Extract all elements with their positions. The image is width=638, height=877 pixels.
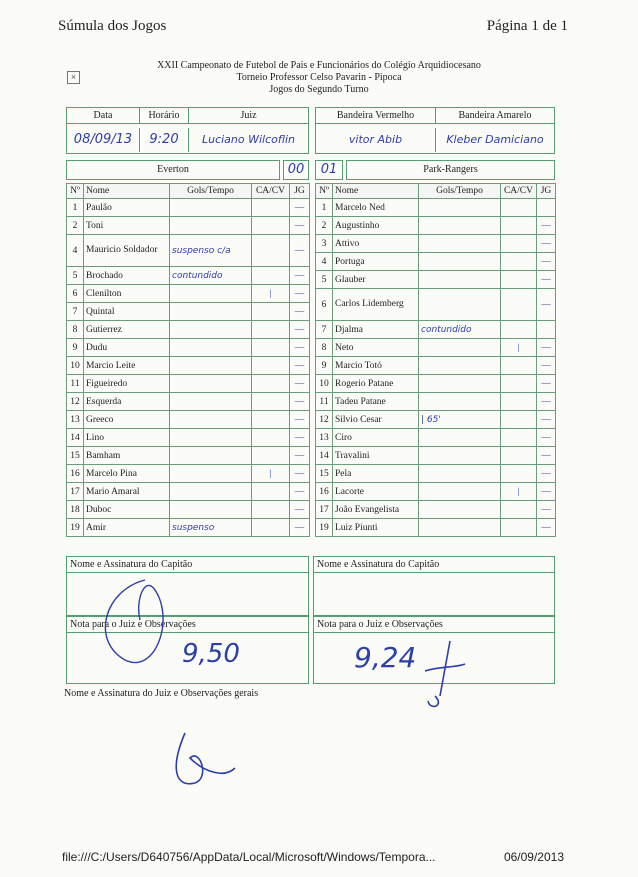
player-name: Rogerio Patane — [333, 375, 419, 393]
player-name: Pela — [333, 465, 419, 483]
player-card — [252, 199, 290, 217]
player-played: — — [537, 375, 556, 393]
referee-label: Juiz — [189, 108, 308, 124]
player-number: 17 — [67, 483, 84, 501]
player-number: 14 — [67, 429, 84, 447]
player-number: 4 — [316, 253, 333, 271]
player-card — [252, 339, 290, 357]
player-name: Attivo — [333, 235, 419, 253]
col-num: Nº — [316, 184, 333, 199]
player-goals-note — [419, 465, 501, 483]
player-card — [501, 429, 537, 447]
player-name: Djalma — [333, 321, 419, 339]
player-name: Glauber — [333, 271, 419, 289]
player-name: Brochado — [84, 267, 170, 285]
player-goals-note: | 65' — [419, 411, 501, 429]
col-goals: Gols/Tempo — [419, 184, 501, 199]
player-number: 1 — [316, 199, 333, 217]
player-played: — — [290, 375, 310, 393]
player-played: — — [537, 393, 556, 411]
player-goals-note — [170, 483, 252, 501]
player-name: Neto — [333, 339, 419, 357]
player-name: Marcelo Pina — [84, 465, 170, 483]
col-name: Nome — [84, 184, 170, 199]
player-goals-note — [419, 375, 501, 393]
close-icon[interactable]: × — [67, 71, 80, 84]
player-goals-note — [419, 253, 501, 271]
table-row — [316, 447, 556, 465]
player-number: 7 — [316, 321, 333, 339]
player-card — [501, 447, 537, 465]
table-row — [67, 483, 310, 501]
player-card — [501, 271, 537, 289]
player-number: 16 — [316, 483, 333, 501]
table-row — [67, 357, 310, 375]
player-name: Ciro — [333, 429, 419, 447]
player-card — [252, 429, 290, 447]
match-info-right — [315, 107, 555, 154]
player-card — [252, 321, 290, 339]
table-row — [67, 393, 310, 411]
col-num: Nº — [67, 184, 84, 199]
player-number: 5 — [67, 267, 84, 285]
away-team-name: Park-Rangers — [346, 160, 555, 180]
player-played: — — [537, 253, 556, 271]
col-played: JG — [290, 184, 310, 199]
player-card — [501, 465, 537, 483]
grade-right: 9,24 — [354, 641, 417, 674]
player-played: — — [537, 429, 556, 447]
table-row — [316, 429, 556, 447]
player-name: Gutierrez — [84, 321, 170, 339]
captain-label-left: Nome e Assinatura do Capitão — [67, 557, 308, 573]
grade-left: 9,50 — [182, 639, 240, 669]
player-name: Portuga — [333, 253, 419, 271]
table-row — [67, 411, 310, 429]
home-score: 00 — [283, 160, 309, 180]
player-number: 15 — [67, 447, 84, 465]
player-played: — — [290, 357, 310, 375]
match-info-left — [66, 107, 309, 154]
player-number: 11 — [316, 393, 333, 411]
player-name: Quintal — [84, 303, 170, 321]
captain-signature-scribble — [85, 560, 205, 680]
player-name: Toni — [84, 217, 170, 235]
player-goals-note — [419, 235, 501, 253]
player-card — [252, 375, 290, 393]
player-number: 19 — [316, 519, 333, 537]
table-row — [67, 465, 310, 483]
player-card — [501, 235, 537, 253]
player-card — [252, 447, 290, 465]
player-goals-note — [419, 199, 501, 217]
player-goals-note — [419, 271, 501, 289]
player-card — [252, 501, 290, 519]
player-played — [537, 199, 556, 217]
player-number: 16 — [67, 465, 84, 483]
player-goals-note — [419, 289, 501, 321]
table-row — [316, 253, 556, 271]
player-played: — — [537, 271, 556, 289]
col-cards: CA/CV — [252, 184, 290, 199]
referee-signature-label: Nome e Assinatura do Juiz e Observações gerais — [64, 688, 259, 699]
player-played: — — [290, 339, 310, 357]
player-played: — — [537, 501, 556, 519]
player-name: Tadeu Patane — [333, 393, 419, 411]
player-goals-note — [419, 339, 501, 357]
player-name: Esquerda — [84, 393, 170, 411]
player-goals-note — [419, 429, 501, 447]
player-goals-note: suspenso c/a — [170, 235, 252, 267]
player-number: 19 — [67, 519, 84, 537]
player-card — [252, 217, 290, 235]
player-card — [501, 375, 537, 393]
player-card — [252, 393, 290, 411]
player-goals-note: contundido — [419, 321, 501, 339]
yellow-flag-label: Bandeira Amarelo — [436, 108, 554, 124]
player-goals-note — [170, 199, 252, 217]
player-played: — — [290, 267, 310, 285]
table-row — [316, 501, 556, 519]
player-played: — — [290, 199, 310, 217]
player-number: 15 — [316, 465, 333, 483]
table-row — [67, 501, 310, 519]
player-number: 17 — [316, 501, 333, 519]
player-played: — — [537, 235, 556, 253]
table-row — [67, 267, 310, 285]
time-label: Horário — [140, 108, 189, 124]
player-played: — — [537, 339, 556, 357]
player-card: | — [501, 339, 537, 357]
table-row — [316, 271, 556, 289]
table-row — [67, 429, 310, 447]
player-name: Luiz Piunti — [333, 519, 419, 537]
player-name: Marcelo Ned — [333, 199, 419, 217]
yellow-flag-value: Kleber Damiciano — [446, 133, 544, 146]
table-row — [316, 357, 556, 375]
player-name: Bamham — [84, 447, 170, 465]
player-goals-note — [170, 411, 252, 429]
player-goals-note — [170, 357, 252, 375]
player-name: João Evangelista — [333, 501, 419, 519]
player-goals-note — [419, 217, 501, 235]
table-row — [67, 217, 310, 235]
player-number: 7 — [67, 303, 84, 321]
player-name: Mauricio Soldador — [84, 235, 170, 267]
player-number: 13 — [67, 411, 84, 429]
player-goals-note — [419, 447, 501, 465]
player-name: Greeco — [84, 411, 170, 429]
player-number: 6 — [67, 285, 84, 303]
player-number: 10 — [316, 375, 333, 393]
col-played: JG — [537, 184, 556, 199]
player-goals-note — [419, 519, 501, 537]
player-goals-note — [170, 339, 252, 357]
player-goals-note — [419, 357, 501, 375]
player-goals-note — [170, 375, 252, 393]
referee-value: Luciano Wilcoflin — [201, 133, 296, 146]
away-score: 01 — [315, 160, 343, 180]
player-played: — — [290, 285, 310, 303]
player-played — [537, 321, 556, 339]
player-number: 9 — [316, 357, 333, 375]
player-goals-note — [170, 447, 252, 465]
player-goals-note — [419, 501, 501, 519]
player-name: Dudu — [84, 339, 170, 357]
table-row — [316, 321, 556, 339]
player-number: 12 — [67, 393, 84, 411]
player-name: Lacorte — [333, 483, 419, 501]
player-name: Figueiredo — [84, 375, 170, 393]
player-goals-note — [170, 429, 252, 447]
player-played: — — [290, 321, 310, 339]
player-number: 2 — [67, 217, 84, 235]
player-played: — — [290, 465, 310, 483]
note-label-left: Nota para o Juiz e Observações — [67, 617, 308, 633]
captain-signature-scribble-right — [410, 636, 470, 716]
player-played: — — [290, 411, 310, 429]
player-played: — — [290, 501, 310, 519]
table-row — [67, 519, 310, 537]
player-card — [501, 501, 537, 519]
player-name: Mario Amaral — [84, 483, 170, 501]
player-name: Marcio Leite — [84, 357, 170, 375]
player-name: Duboc — [84, 501, 170, 519]
player-card: | — [252, 285, 290, 303]
page-indicator: Página 1 de 1 — [486, 18, 568, 34]
player-played: — — [537, 519, 556, 537]
home-roster-table — [66, 183, 310, 537]
player-played: — — [290, 519, 310, 537]
table-row — [67, 285, 310, 303]
player-played: — — [537, 447, 556, 465]
player-played: — — [537, 217, 556, 235]
player-name: Clenilton — [84, 285, 170, 303]
table-row — [67, 199, 310, 217]
player-number: 3 — [316, 235, 333, 253]
table-row — [316, 375, 556, 393]
player-number: 5 — [316, 271, 333, 289]
player-played: — — [537, 483, 556, 501]
player-played: — — [290, 393, 310, 411]
table-row — [316, 465, 556, 483]
event-line-3: Jogos do Segundo Turno — [269, 84, 369, 95]
player-goals-note — [419, 393, 501, 411]
player-number: 14 — [316, 447, 333, 465]
away-roster-table — [315, 183, 556, 537]
event-titles — [0, 60, 638, 96]
table-row — [316, 235, 556, 253]
player-goals-note: suspenso — [170, 519, 252, 537]
player-goals-note — [170, 217, 252, 235]
document-title: Súmula dos Jogos — [58, 18, 167, 34]
captain-label-right: Nome e Assinatura do Capitão — [314, 557, 554, 573]
player-card — [252, 483, 290, 501]
player-goals-note — [170, 303, 252, 321]
player-goals-note — [170, 501, 252, 519]
player-played: — — [537, 411, 556, 429]
player-played: — — [290, 303, 310, 321]
date-value: 08/09/13 — [67, 128, 140, 152]
player-played: — — [290, 235, 310, 267]
player-number: 8 — [67, 321, 84, 339]
event-line-1: XXII Campeonato de Futebol de Pais e Funcionários do Colégio Arquidiocesano — [157, 60, 481, 71]
table-row — [67, 303, 310, 321]
player-goals-note — [170, 321, 252, 339]
table-row — [316, 393, 556, 411]
player-card: | — [252, 465, 290, 483]
home-roster-body — [67, 199, 310, 537]
player-played: — — [537, 465, 556, 483]
player-played: — — [290, 429, 310, 447]
player-card — [252, 519, 290, 537]
player-played: — — [290, 483, 310, 501]
player-card — [501, 321, 537, 339]
date-label: Data — [67, 108, 140, 124]
referee-signature-scribble — [165, 728, 245, 798]
player-goals-note — [170, 285, 252, 303]
player-card — [501, 289, 537, 321]
player-name: Paulão — [84, 199, 170, 217]
table-row — [67, 321, 310, 339]
table-row — [316, 289, 556, 321]
print-date: 06/09/2013 — [503, 850, 564, 864]
file-path: file:///C:/Users/D640756/AppData/Local/Microsoft/Windows/Tempora... — [62, 850, 436, 864]
player-goals-note: contundido — [170, 267, 252, 285]
table-row — [316, 483, 556, 501]
player-card: | — [501, 483, 537, 501]
table-row — [316, 411, 556, 429]
table-row — [67, 375, 310, 393]
player-name: Carlos Lidemberg — [333, 289, 419, 321]
home-team-name: Everton — [66, 160, 280, 180]
player-name: Augustinho — [333, 217, 419, 235]
player-played: — — [537, 289, 556, 321]
player-played: — — [537, 357, 556, 375]
player-number: 10 — [67, 357, 84, 375]
player-number: 12 — [316, 411, 333, 429]
player-card — [501, 393, 537, 411]
table-row — [67, 235, 310, 267]
red-flag-label: Bandeira Vermelho — [316, 108, 436, 124]
player-played: — — [290, 217, 310, 235]
player-number: 13 — [316, 429, 333, 447]
player-number: 4 — [67, 235, 84, 267]
player-number: 9 — [67, 339, 84, 357]
player-card — [252, 411, 290, 429]
col-cards: CA/CV — [501, 184, 537, 199]
captain-box-right — [313, 556, 555, 616]
player-name: Silvio Cesar — [333, 411, 419, 429]
player-played: — — [290, 447, 310, 465]
player-card — [501, 519, 537, 537]
note-label-right: Nota para o Juiz e Observações — [314, 617, 554, 633]
player-name: Lino — [84, 429, 170, 447]
col-goals: Gols/Tempo — [170, 184, 252, 199]
player-goals-note — [170, 393, 252, 411]
player-card — [252, 303, 290, 321]
player-number: 2 — [316, 217, 333, 235]
player-card — [252, 267, 290, 285]
player-number: 8 — [316, 339, 333, 357]
table-row — [67, 339, 310, 357]
player-card — [501, 357, 537, 375]
away-roster-body — [316, 199, 556, 537]
player-number: 1 — [67, 199, 84, 217]
red-flag-value: vitor Abib — [316, 128, 436, 152]
player-number: 18 — [67, 501, 84, 519]
player-card — [501, 199, 537, 217]
player-goals-note — [419, 483, 501, 501]
table-row — [316, 519, 556, 537]
player-goals-note — [170, 465, 252, 483]
player-name: Travalini — [333, 447, 419, 465]
player-card — [501, 411, 537, 429]
event-line-2: Torneio Professor Celso Pavarin - Pipoca — [236, 72, 402, 83]
col-name: Nome — [333, 184, 419, 199]
table-row — [316, 217, 556, 235]
player-number: 11 — [67, 375, 84, 393]
table-row — [67, 447, 310, 465]
player-card — [501, 217, 537, 235]
table-row — [316, 199, 556, 217]
player-name: Amir — [84, 519, 170, 537]
player-card — [252, 235, 290, 267]
table-row — [316, 339, 556, 357]
player-card — [501, 253, 537, 271]
player-card — [252, 357, 290, 375]
player-number: 6 — [316, 289, 333, 321]
player-name: Marcio Totó — [333, 357, 419, 375]
time-value: 9:20 — [140, 128, 189, 152]
